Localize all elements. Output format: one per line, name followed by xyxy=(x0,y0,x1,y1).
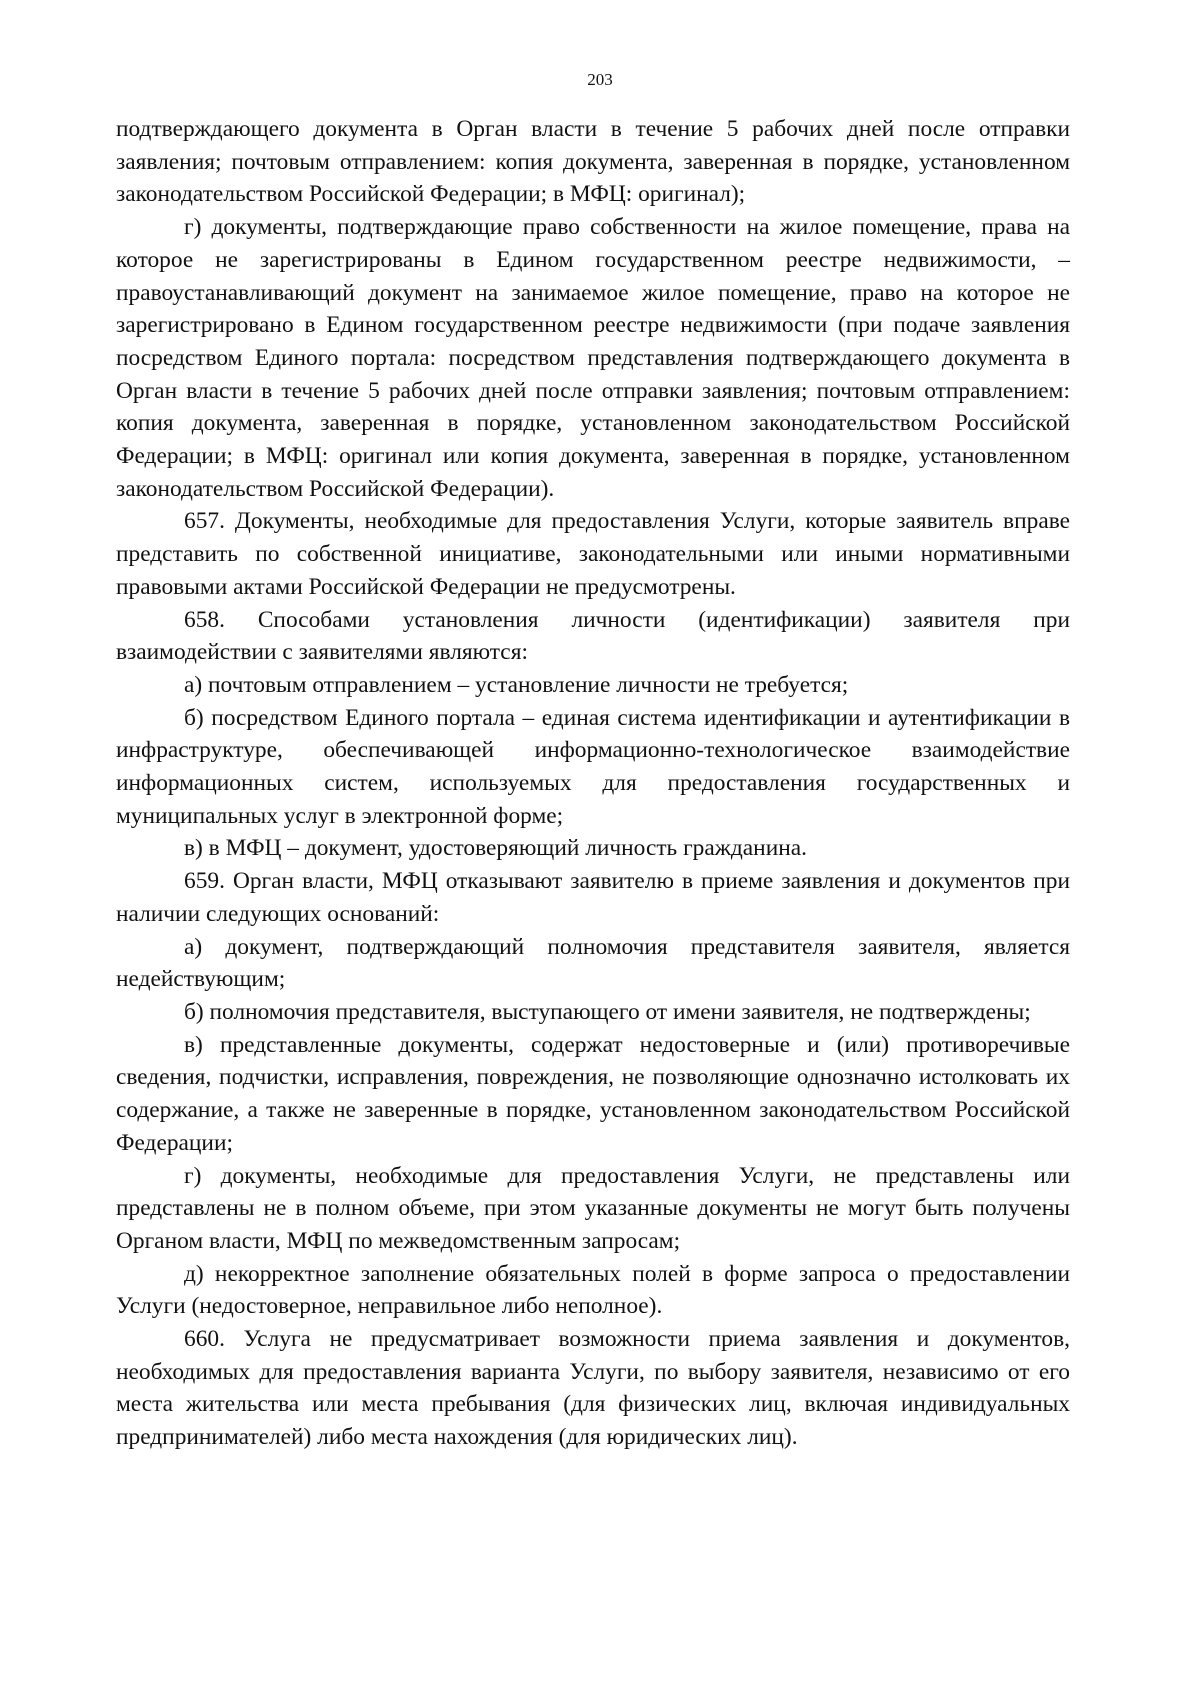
paragraph-657: 657. Документы, необходимые для предоставления Услуги, которые заявитель вправе представить по собственной инициативе, законодательными или иными нормативными правовыми актами Российской Федерации не предусмотрены. xyxy=(116,508,1070,600)
paragraph-659: 659. Орган власти, МФЦ отказывают заявителю в приеме заявления и документов при наличии следующих оснований: xyxy=(116,868,1070,927)
document-body xyxy=(116,113,1070,1454)
paragraph-659-g: г) документы, необходимые для предоставления Услуги, не представлены или представлены не в полном объеме, при этом указанные документы не могут быть получены Органом власти, МФЦ по межведомственным запросам; xyxy=(116,1162,1070,1254)
paragraph-658-v: в) в МФЦ – документ, удостоверяющий личность гражданина. xyxy=(184,835,807,862)
paragraph-item-g-ownership-documents: г) документы, подтверждающие право собственности на жилое помещение, права на которое не зарегистрированы в Едином государственном реестре недвижимости, – правоустанавливающий документ на занимаемое жилое помещение, право на которое не зарегистрировано в Едином государственном реестре недвижимости (при подаче заявления посредством Единого портала: посредством представления подтверждающего документа в Орган власти в течение 5 рабочих дней после отправки заявления; почтовым отправлением: копия документа, заверенная в порядке, установленном законодательством Российской Федерации; в МФЦ: оригинал или копия документа, заверенная в порядке, установленном законодательством Российской Федерации). xyxy=(116,214,1070,502)
paragraph-659-b: б) полномочия представителя, выступающего от имени заявителя, не подтверждены; xyxy=(184,998,1031,1025)
paragraph-658-a: а) почтовым отправлением – установление личности не требуется; xyxy=(184,671,849,698)
paragraph-continuation: подтверждающего документа в Орган власти в течение 5 рабочих дней после отправки заявления; почтовым отправлением: копия документа, заверенная в порядке, установленном законодательством Российской Федерации; в МФЦ: оригинал); xyxy=(116,116,1070,208)
paragraph-659-d: д) некорректное заполнение обязательных полей в форме запроса о предоставлении Услуги (недостоверное, неправильное либо неполное). xyxy=(116,1260,1070,1320)
paragraph-658: 658. Способами установления личности (идентификации) заявителя при взаимодействии с заявителями являются: xyxy=(116,606,1070,666)
paragraph-660: 660. Услуга не предусматривает возможности приема заявления и документов, необходимых для предоставления варианта Услуги, по выбору заявителя, независимо от его места жительства или места пребывания (для физических лиц, включая индивидуальных предпринимателей) либо места нахождения (для юридических лиц). xyxy=(116,1326,1070,1451)
page-number: 203 xyxy=(587,70,613,89)
paragraph-659-v: в) представленные документы, содержат недостоверные и (или) противоречивые сведения, подчистки, исправления, повреждения, не позволяющие однозначно истолковать их содержание, а также не заверенные в порядке, установленном законодательством Российской Федерации; xyxy=(116,1031,1070,1156)
paragraph-659-a: а) документ, подтверждающий полномочия представителя заявителя, является недействующим; xyxy=(116,933,1070,993)
paragraph-658-b: б) посредством Единого портала – единая система идентификации и аутентификации в инфраструктуре, обеспечивающей информационно-технологическое взаимодействие информационных систем, используемых для предоставления государственных и муниципальных услуг в электронной форме; xyxy=(116,704,1070,829)
